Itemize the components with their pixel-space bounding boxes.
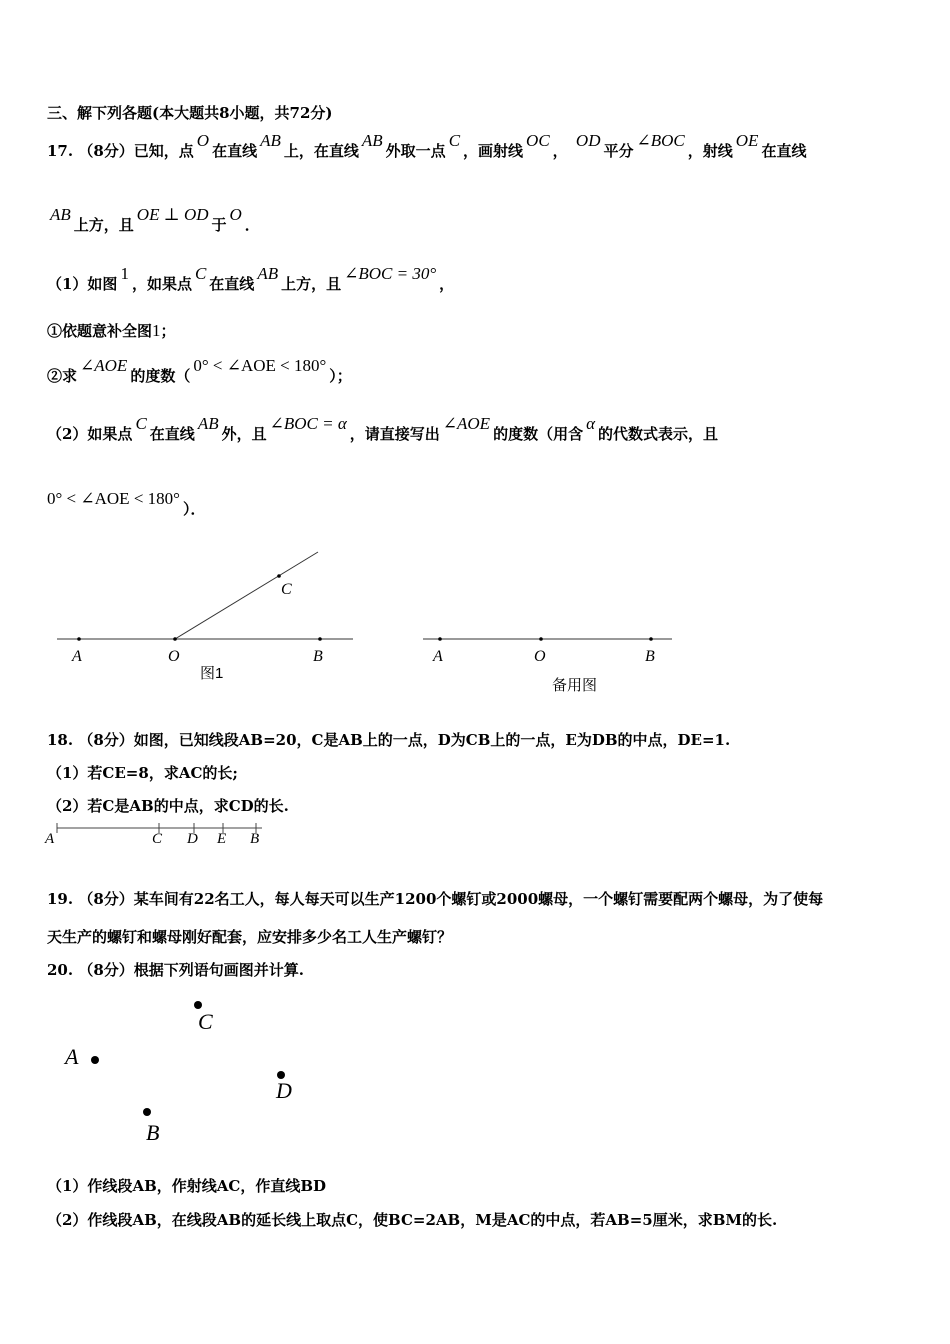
q18-line-1: 18. （8分）如图，已知线段AB=20，C是AB上的一点，D为CB上的一点，E为DB的中点，DE=1.	[47, 731, 731, 749]
q17-text: 在直线	[149, 425, 195, 443]
math-AB: AB	[260, 131, 281, 150]
q17-text: 外，且	[221, 425, 267, 443]
ray-OC	[175, 552, 318, 639]
q17-text: 外取一点	[385, 142, 446, 160]
q17-text: 在直线	[761, 142, 807, 160]
math-angle-BOC-alpha: ∠BOC = α	[269, 414, 347, 433]
q18-line-2: （1）若CE=8，求AC的长;	[47, 764, 238, 782]
q18-line-3: （2）若C是AB的中点，求CD的长.	[47, 797, 289, 815]
point-B	[143, 1108, 151, 1116]
q17-text: 于	[211, 216, 227, 234]
label-A: A	[72, 648, 82, 665]
label-C: C	[198, 1009, 213, 1034]
label-A: A	[433, 648, 443, 665]
point-A	[77, 637, 81, 641]
math-AB: AB	[197, 414, 219, 433]
q17-text: ；	[160, 322, 176, 340]
q17-text: （8分）已知，点	[78, 142, 194, 160]
q17-text: 平分	[603, 142, 634, 160]
math-O: O	[229, 205, 242, 224]
q17-text: ）；	[329, 367, 352, 385]
math-C: C	[135, 414, 147, 433]
q17-text: 的度数（	[130, 367, 191, 385]
q17-text: ）．	[182, 500, 206, 518]
figure-1-caption: 图1	[200, 665, 224, 682]
q17-text: 在直线	[209, 275, 255, 293]
label-B: B	[250, 831, 260, 847]
math-alpha: α	[586, 414, 596, 433]
q17-text: ，请直接写出	[349, 425, 440, 443]
q17-text: （2）如果点	[47, 425, 133, 443]
label-O: O	[168, 648, 180, 665]
q20-figure	[91, 1001, 285, 1116]
math-OE: OE	[735, 131, 759, 150]
math-AB: AB	[361, 131, 383, 150]
math-angle-AOE: ∠AOE	[80, 356, 128, 375]
q17-text: ，如果点	[131, 275, 192, 293]
q17-text: 上方，且	[73, 216, 134, 234]
q17-text: ，射线	[687, 142, 733, 160]
q17-text: 的度数（用含	[493, 425, 584, 443]
label-A: A	[45, 831, 55, 847]
q17-text: ①依题意补全图	[47, 322, 153, 340]
math-AB: AB	[257, 264, 279, 283]
q20-line-1: 20. （8分）根据下列语句画图并计算.	[47, 961, 304, 979]
q20-part-2: （2）作线段AB，在线段AB的延长线上取点C，使BC=2AB，M是AC的中点，若AB=5厘米，求BM的长.	[47, 1211, 778, 1229]
figure-2	[423, 637, 672, 641]
label-D: D	[276, 1078, 292, 1103]
label-C: C	[152, 831, 163, 847]
math-AB: AB	[50, 205, 71, 224]
math-perp: OE ⊥ OD	[136, 205, 209, 224]
math-1: 1	[120, 264, 129, 283]
point-C	[277, 574, 281, 578]
math-O: O	[196, 131, 210, 150]
label-B: B	[313, 648, 323, 665]
q17-text: 在直线	[212, 142, 258, 160]
figure-2-caption: 备用图	[552, 677, 598, 694]
math-C: C	[448, 131, 461, 150]
label-C: C	[281, 581, 292, 598]
label-B: B	[146, 1120, 160, 1145]
math-C: C	[194, 264, 207, 283]
math-angle-AOE: ∠AOE	[442, 414, 491, 433]
point-B	[318, 637, 322, 641]
point-O	[539, 637, 543, 641]
q17-text: （1）如图	[47, 275, 118, 293]
point-C	[194, 1001, 202, 1009]
q17-text: ，	[552, 142, 568, 160]
label-B: B	[645, 648, 655, 665]
q17-text: ②求	[47, 367, 78, 385]
q17-num: 17.	[47, 142, 74, 160]
q17-text: 上，在直线	[283, 142, 359, 160]
label-E: E	[217, 831, 227, 847]
math-OC: OC	[526, 131, 550, 150]
q17-text: 上方，且	[281, 275, 342, 293]
q17-text: 的代数式表示，且	[598, 425, 719, 443]
q17-text: ．	[244, 216, 260, 234]
point-A	[91, 1056, 99, 1064]
label-D: D	[187, 831, 198, 847]
q19-line-2: 天生产的螺钉和螺母刚好配套，应安排多少名工人生产螺钉？	[47, 928, 453, 946]
math-1: 1	[152, 321, 161, 340]
q17-text: ，画射线	[463, 142, 524, 160]
math-angle-BOC: ∠BOC	[636, 131, 685, 150]
point-B	[649, 637, 653, 641]
q20-part-1: （1）作线段AB，作射线AC，作直线BD	[47, 1177, 327, 1195]
section-header: 三、解下列各题(本大题共8小题，共72分)	[47, 104, 333, 122]
point-A	[438, 637, 442, 641]
q17-text: ，	[439, 275, 455, 293]
label-A: A	[65, 1044, 79, 1069]
math-range: 0° < ∠AOE < 180°	[47, 489, 180, 508]
figure-1	[57, 552, 353, 641]
math-angle-BOC-30: ∠BOC = 30°	[344, 264, 437, 283]
math-OD: OD	[575, 131, 601, 150]
point-O	[173, 637, 177, 641]
label-O: O	[534, 648, 546, 665]
math-range: 0° < ∠AOE < 180°	[193, 356, 327, 375]
q19-line-1: 19. （8分）某车间有22名工人，每人每天可以生产1200个螺钉或2000螺母，一个螺钉需要配两个螺母，为了使每	[47, 890, 824, 908]
